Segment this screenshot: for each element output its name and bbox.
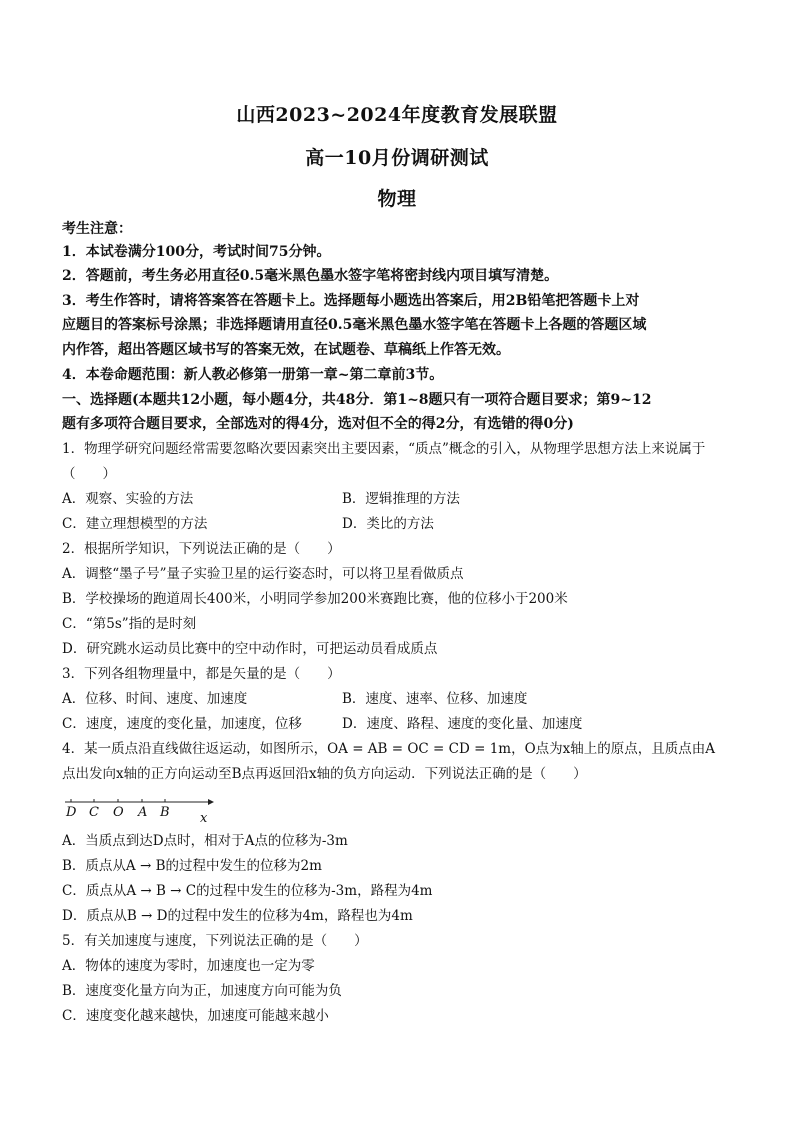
question-3-option-d: D．速度、路程、速度的变化量、加速度 [342, 716, 583, 732]
question-1-blank: （ ） [62, 466, 116, 482]
question-5-option-b: B．速度变化量方向为正，加速度方向可能为负 [62, 983, 342, 999]
notice-item: 2．答题前，考生务必用直径0.5毫米黑色墨水签字笔将密封线内项目填写清楚。 [62, 268, 559, 284]
question-4-stem: 4．某一质点沿直线做往返运动，如图所示，OA = AB = OC = CD = 1m，O点为x轴上的原点，且质点由A [62, 741, 716, 757]
question-4-option-a: A．当质点到达D点时，相对于A点的位移为-3m [62, 833, 348, 849]
question-2-option-b: B．学校操场的跑道周长400米，小明同学参加200米赛跑比赛，他的位移小于200米 [62, 591, 568, 607]
question-3-option-a: A．位移、时间、速度、加速度 [62, 691, 248, 707]
label-x: x [200, 811, 208, 826]
section-heading-cont: 题有多项符合题目要求，全部选对的得4分，选对但不全的得2分，有选错的得0分) [62, 416, 574, 432]
question-2-stem: 2．根据所学知识，下列说法正确的是（ ） [62, 541, 341, 557]
question-2-option-c: C．“第5s”指的是时刻 [62, 616, 197, 632]
question-1-option-c: C．建立理想模型的方法 [62, 516, 208, 532]
question-5-option-c: C．速度变化越来越快，加速度可能越来越小 [62, 1008, 329, 1024]
notice-item: 内作答，超出答题区域书写的答案无效，在试题卷、草稿纸上作答无效。 [62, 342, 510, 358]
subject-title: 物理 [377, 188, 417, 210]
question-5-option-a: A．物体的速度为零时，加速度也一定为零 [62, 958, 315, 974]
notice-item: 1．本试卷满分100分，考试时间75分钟。 [62, 244, 331, 260]
label-o: O [113, 805, 124, 820]
x-axis-figure [62, 796, 222, 826]
section-heading: 一、选择题(本题共12小题，每小题4分，共48分．第1~8题只有一项符合题目要求；第9~12 [62, 392, 652, 408]
question-1-option-a: A．观察、实验的方法 [62, 491, 194, 507]
label-d: D [66, 805, 77, 820]
question-5-stem: 5．有关加速度与速度，下列说法正确的是（ ） [62, 933, 368, 949]
question-2-option-a: A．调整“墨子号”量子实验卫星的运行姿态时，可以将卫星看做质点 [62, 566, 464, 582]
notice-item: 应题目的答案标号涂黑；非选择题请用直径0.5毫米黑色墨水签字笔在答题卡上各题的答题区域 [62, 317, 647, 333]
axis-arrow [208, 799, 214, 805]
label-a: A [138, 805, 148, 820]
notice-item: 4．本卷命题范围：新人教必修第一册第一章~第二章前3节。 [62, 367, 444, 383]
label-b: B [160, 805, 170, 820]
question-3-stem: 3．下列各组物理量中，都是矢量的是（ ） [62, 666, 341, 682]
question-4-option-b: B．质点从A → B的过程中发生的位移为2m [62, 858, 322, 874]
question-3-option-b: B．速度、速率、位移、加速度 [342, 691, 528, 707]
exam-title: 山西2023~2024年度教育发展联盟 [236, 104, 558, 126]
question-4-option-d: D．质点从B → D的过程中发生的位移为4m，路程也为4m [62, 908, 413, 924]
notice-item: 3．考生作答时，请将答案答在答题卡上。选择题每小题选出答案后，用2B铅笔把答题卡上对 [62, 293, 640, 309]
exam-subtitle: 高一10月份调研测试 [305, 147, 489, 169]
question-1-stem: 1．物理学研究问题经常需要忽略次要因素突出主要因素，“质点”概念的引入，从物理学思想方法上来说属于 [62, 441, 706, 457]
notice-heading: 考生注意： [62, 221, 132, 237]
question-2-option-d: D．研究跳水运动员比赛中的空中动作时，可把运动员看成质点 [62, 641, 438, 657]
label-c: C [89, 805, 99, 820]
question-3-option-c: C．速度，速度的变化量，加速度，位移 [62, 716, 302, 732]
question-4-stem-cont: 点出发向x轴的正方向运动至B点再返回沿x轴的负方向运动．下列说法正确的是（ ） [62, 766, 587, 782]
question-4-option-c: C．质点从A → B → C的过程中发生的位移为-3m，路程为4m [62, 883, 433, 899]
question-1-option-b: B．逻辑推理的方法 [342, 491, 460, 507]
question-1-option-d: D．类比的方法 [342, 516, 434, 532]
